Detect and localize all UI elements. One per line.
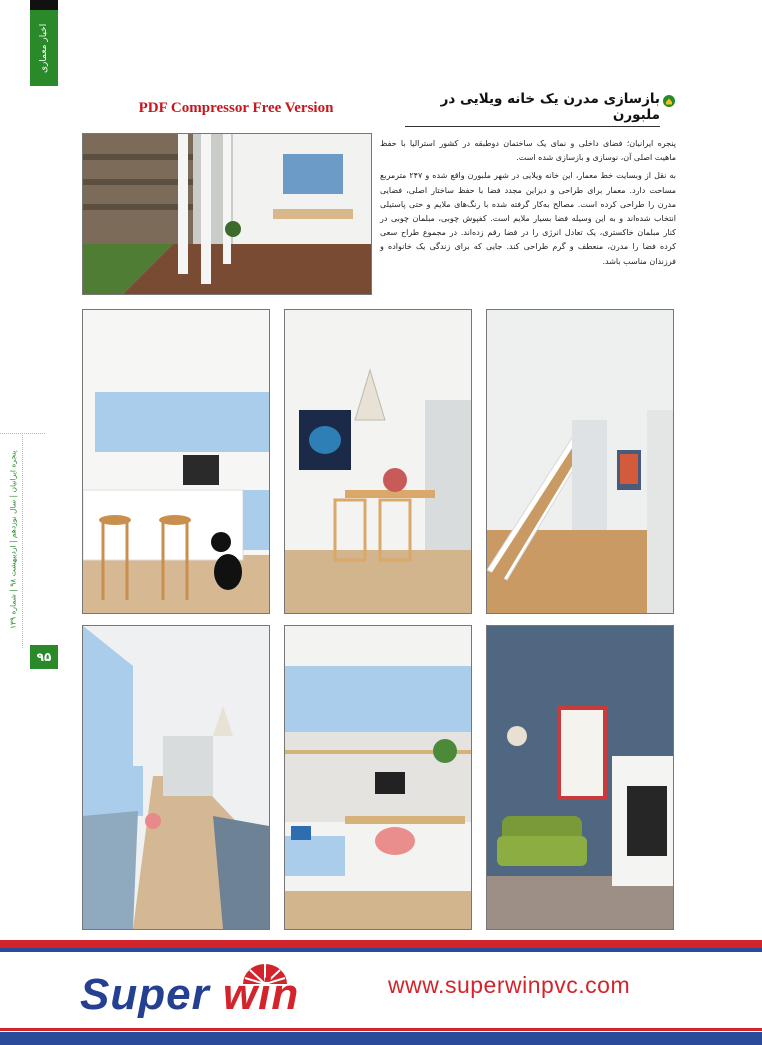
photo-exterior-deck bbox=[82, 133, 372, 295]
house-icon bbox=[663, 95, 675, 107]
ad-bottom-stripe-red bbox=[0, 1028, 762, 1031]
photo-living-room bbox=[486, 625, 674, 930]
brand-logo-text bbox=[80, 970, 299, 1020]
watermark: PDF Compressor Free Version bbox=[138, 100, 334, 116]
photo-dining bbox=[284, 309, 472, 614]
photo-galley-kitchen bbox=[82, 625, 270, 930]
brand-super: Super bbox=[80, 970, 223, 1019]
ad-website-link[interactable]: www.superwinpvc.com bbox=[388, 972, 631, 998]
article-paragraph: پنجره ایرانیان؛ فضای داخلی و نمای یک ساختمان دوطبقه در کشور استرالیا با حفظ ماهیت اصلی آن، نوسازی و بازسازی شده است. bbox=[380, 139, 676, 163]
brand-win: win bbox=[222, 970, 300, 1019]
page-number: ۹۵ bbox=[36, 650, 52, 664]
section-label: اخبار معماری bbox=[39, 23, 49, 73]
ad-top-stripe-blue bbox=[0, 948, 762, 952]
article-paragraph: به نقل از وبسایت خط معمار، این خانه ویلایی در شهر ملبورن واقع شده و ۲۴۷ مترمربع مساحت دارد. معمار برای طراحی و دیزاین مجدد فضا با حفظ ساختار اصلی، فضایی مدرن را طراحی کرده است. مصالح به‌کار گرفته شده با رنگ‌های ملایم و حتی پاستیلی انتخاب شده‌اند و به این وسیله فضا بسیار ملایم است. کفپوش چوبی، مبلمان چوبی در کنار مبلمان خاکستری، یک تعادل انرژی را در فضا رقم زده‌اند. در مجموع طراح سعی کرده فضا را مدرن، منعطف و گرم طراحی کند. جایی که برای زندگی یک خانواده و فرزندان مناسب باشد. bbox=[380, 171, 676, 266]
ad-bottom-stripe bbox=[0, 1032, 762, 1045]
ad-top-stripe bbox=[0, 940, 762, 948]
section-tab-cap bbox=[30, 0, 58, 10]
margin-vertical-rule bbox=[22, 433, 23, 648]
article-headline: بازسازی مدرن یک خانه ویلایی در ملبورن bbox=[405, 91, 660, 127]
article-body bbox=[380, 137, 676, 273]
running-footer: پنجره ایرانیان | سال نوزدهم | اردیبهشت ۹۸ | شماره ۱۳۹ bbox=[8, 450, 18, 630]
photo-kitchen-dog bbox=[82, 309, 270, 614]
photo-staircase bbox=[486, 309, 674, 614]
photo-study-nook bbox=[284, 625, 472, 930]
